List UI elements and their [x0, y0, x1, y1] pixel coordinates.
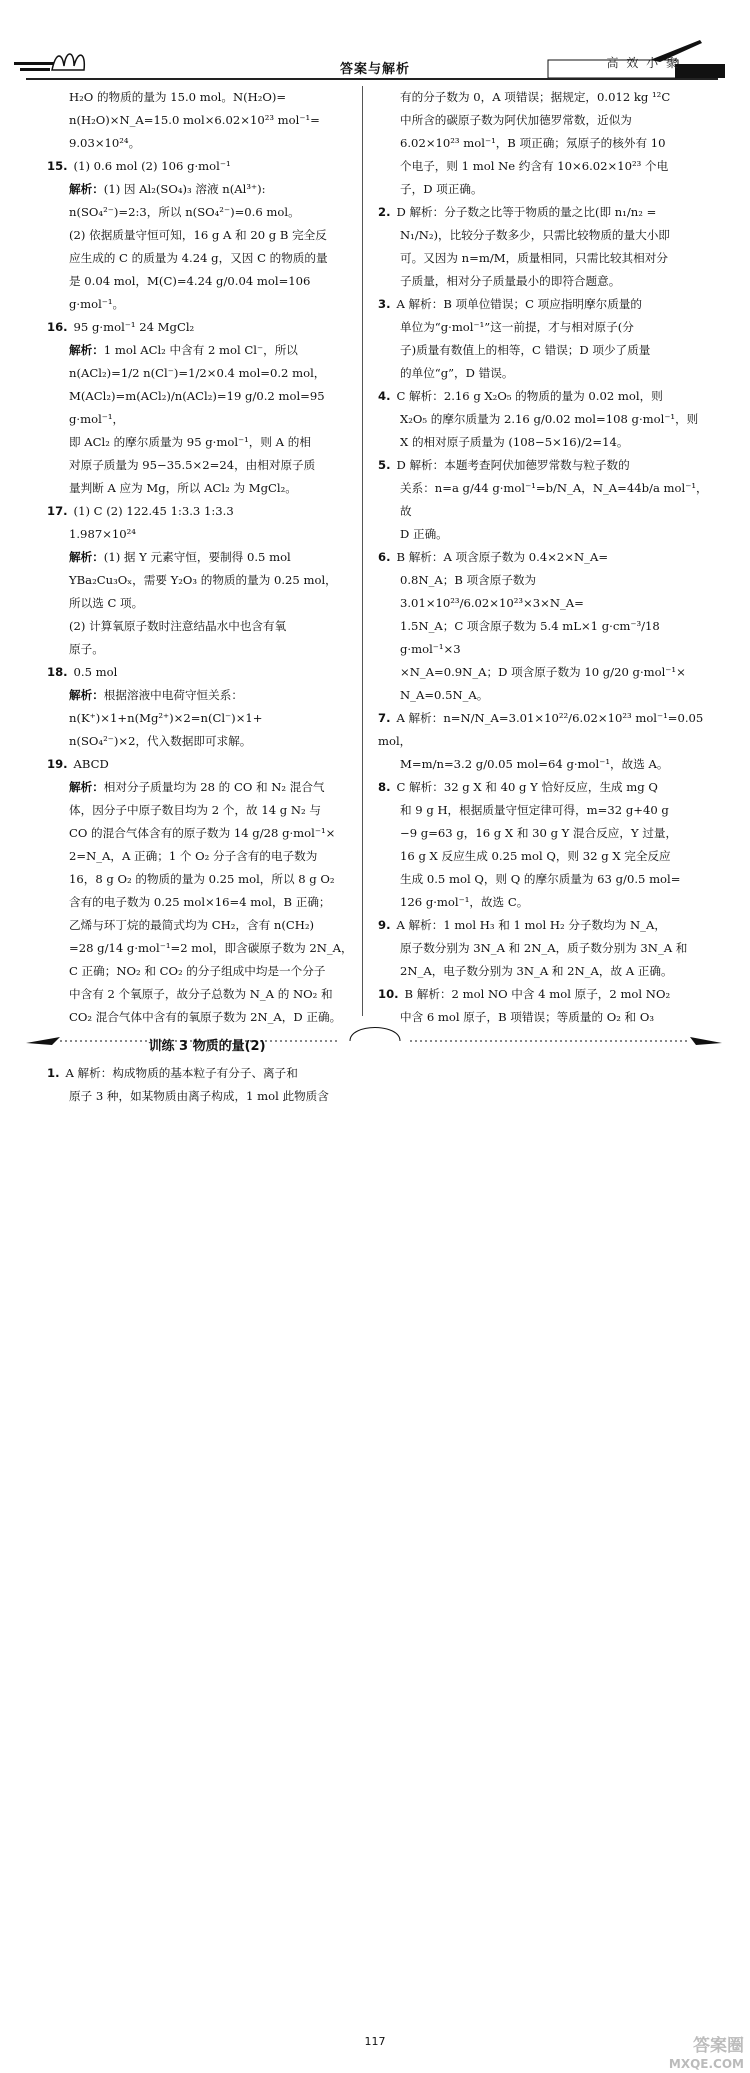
watermark-bottom: MXQE.COM: [668, 2057, 744, 2071]
text-line: [378, 523, 708, 546]
text-line: [47, 569, 367, 592]
line-text: N_A=0.5N_A。: [400, 688, 489, 702]
text-line: [47, 477, 367, 500]
question-number: 4.: [378, 389, 391, 403]
text-line: [378, 86, 708, 109]
line-text: 1.5N_A；C 项含原子数为 5.4 mL×1 g·cm⁻³/18 g·mol⁻¹×3: [400, 619, 660, 656]
line-text: (1) 0.6 mol (2) 106 g·mol⁻¹: [73, 159, 231, 173]
line-text: 原子数分别为 3N_A 和 2N_A，质子数分别为 3N_A 和: [400, 941, 688, 955]
line-text: 子质量，相对分子质量最小的即符合题意。: [400, 274, 621, 288]
analysis-label: 解析：: [69, 343, 104, 357]
question-number: 16.: [47, 320, 68, 334]
text-line: [47, 500, 367, 523]
section-title: 训练 3 物质的量(2): [148, 1039, 266, 1054]
analysis-label: 解析：: [69, 550, 104, 564]
text-line: [378, 454, 708, 477]
line-text: 含有的电子数为 0.25 mol×16=4 mol，B 正确；: [69, 895, 331, 909]
question-number: 6.: [378, 550, 391, 564]
line-text: 乙烯与环丁烷的最简式均为 CH₂，含有 n(CH₂): [69, 918, 315, 932]
question-number: 7.: [378, 711, 391, 725]
line-text: 原子。: [69, 642, 104, 656]
line-text: 9.03×10²⁴。: [69, 136, 141, 150]
text-line: [378, 707, 708, 753]
line-text: C 解析：2.16 g X₂O₅ 的物质的量为 0.02 mol，则: [396, 389, 663, 403]
line-text: n(H₂O)×N_A=15.0 mol×6.02×10²³ mol⁻¹=: [69, 113, 320, 127]
line-text: 单位为“g·mol⁻¹”这一前提，才与相对原子(分: [400, 320, 634, 334]
line-text: (1) 因 Al₂(SO₄)₃ 溶液 n(Al³⁺):: [103, 182, 266, 196]
question-number: 18.: [47, 665, 68, 679]
text-line: [47, 615, 367, 638]
line-text: 关系：n=a g/44 g·mol⁻¹=b/N_A，N_A=44b/a mol⁻¹，故: [400, 481, 708, 518]
line-text: n(ACl₂)=1/2 n(Cl⁻)=1/2×0.4 mol=0.2 mol，: [69, 366, 326, 380]
text-line: [378, 155, 708, 178]
text-line: [378, 477, 708, 523]
line-text: D 解析：本题考查阿伏加德罗常数与粒子数的: [396, 458, 630, 472]
line-text: X 的相对原子质量为 (108−5×16)/2=14。: [400, 435, 629, 449]
line-text: 体，因分子中原子数目均为 2 个，故 14 g N₂ 与: [69, 803, 321, 817]
line-text: −9 g=63 g，16 g X 和 30 g Y 混合反应，Y 过量，: [400, 826, 678, 840]
question-number: 19.: [47, 757, 68, 771]
text-line: [47, 431, 367, 454]
footer-decoration-icon: [0, 1015, 750, 1061]
text-line: [378, 753, 708, 776]
line-text: 95 g·mol⁻¹ 24 MgCl₂: [73, 320, 195, 334]
question-number: 3.: [378, 297, 391, 311]
question-number: 1.: [47, 1066, 60, 1080]
text-line: [47, 799, 367, 822]
line-text: B 解析：2 mol NO 中含 4 mol 原子，2 mol NO₂: [404, 987, 671, 1001]
text-line: [378, 546, 708, 569]
line-text: 中含有 2 个氧原子，故分子总数为 N_A 的 NO₂ 和: [69, 987, 333, 1001]
text-line: [47, 339, 367, 362]
text-line: [47, 109, 367, 132]
line-text: 16，8 g O₂ 的物质的量为 0.25 mol，所以 8 g O₂: [69, 872, 335, 886]
analysis-label: 解析：: [69, 688, 104, 702]
text-line: [378, 960, 708, 983]
text-line: [47, 1085, 367, 1108]
line-text: CO₂ 混合气体中含有的氧原子数为 2N_A，D 正确。: [69, 1010, 342, 1024]
line-text: 原子 3 种，如某物质由离子构成，1 mol 此物质含: [69, 1089, 329, 1103]
text-line: [378, 914, 708, 937]
question-number: 17.: [47, 504, 68, 518]
text-line: [47, 155, 367, 178]
text-line: [47, 753, 367, 776]
text-line: [378, 776, 708, 799]
text-line: [47, 247, 367, 270]
text-line: [378, 822, 708, 845]
line-text: A 解析：1 mol H₃ 和 1 mol H₂ 分子数均为 N_A，: [396, 918, 666, 932]
text-line: [47, 822, 367, 845]
text-line: [378, 270, 708, 293]
line-text: 0.8N_A；B 项含原子数为 3.01×10²³/6.02×10²³×3×N_A=: [400, 573, 584, 610]
line-text: 中所含的碳原子数为阿伏加德罗常数，近似为: [400, 113, 632, 127]
question-number: 2.: [378, 205, 391, 219]
line-text: 个电子，则 1 mol Ne 约含有 10×6.02×10²³ 个电: [400, 159, 669, 173]
line-text: =28 g/14 g·mol⁻¹=2 mol，即含碳原子数为 2N_A，: [69, 941, 353, 955]
line-text: (2) 计算氧原子数时注意结晶水中也含有氧: [69, 619, 287, 633]
text-line: [47, 385, 367, 431]
line-text: 量判断 A 应为 Mg，所以 ACl₂ 为 MgCl₂。: [69, 481, 297, 495]
line-text: 子，D 项正确。: [400, 182, 483, 196]
text-line: [378, 247, 708, 270]
line-text: n(K⁺)×1+n(Mg²⁺)×2=n(Cl⁻)×1+: [69, 711, 263, 725]
text-line: [378, 983, 708, 1006]
left-column: [47, 86, 367, 1108]
line-text: 126 g·mol⁻¹，故选 C。: [400, 895, 529, 909]
line-text: C 解析：32 g X 和 40 g Y 恰好反应，生成 mg Q: [396, 780, 658, 794]
page-header: [0, 0, 750, 80]
line-text: ×N_A=0.9N_A；D 项含原子数为 10 g/20 g·mol⁻¹×: [400, 665, 686, 679]
watermark: [669, 2037, 744, 2073]
text-line: [378, 569, 708, 615]
text-line: [378, 431, 708, 454]
line-text: 生成 0.5 mol Q，则 Q 的摩尔质量为 63 g/0.5 mol=: [400, 872, 681, 886]
line-text: 对原子质量为 95−35.5×2=24，由相对原子质: [69, 458, 316, 472]
line-text: M=m/n=3.2 g/0.05 mol=64 g·mol⁻¹，故选 A。: [400, 757, 669, 771]
line-text: 和 9 g H，根据质量守恒定律可得，m=32 g+40 g: [400, 803, 669, 817]
question-number: 5.: [378, 458, 391, 472]
line-text: n(SO₄²⁻)=2:3，所以 n(SO₄²⁻)=0.6 mol。: [69, 205, 300, 219]
line-text: D 正确。: [400, 527, 448, 541]
line-text: 中含 6 mol 原子，B 项错误；等质量的 O₂ 和 O₃: [400, 1010, 654, 1024]
text-line: [47, 546, 367, 569]
text-line: [378, 937, 708, 960]
text-line: [378, 408, 708, 431]
text-line: [47, 707, 367, 730]
text-line: [378, 799, 708, 822]
line-text: 2=N_A，A 正确；1 个 O₂ 分子含有的电子数为: [69, 849, 318, 863]
line-text: 可。又因为 n=m/M，质量相同，只需比较其相对分: [400, 251, 668, 265]
line-text: 6.02×10²³ mol⁻¹，B 项正确；氖原子的核外有 10: [400, 136, 666, 150]
line-text: C 正确；NO₂ 和 CO₂ 的分子组成中均是一个分子: [69, 964, 326, 978]
question-number: 10.: [378, 987, 399, 1001]
text-line: [378, 845, 708, 868]
text-line: [47, 730, 367, 753]
question-number: 9.: [378, 918, 391, 932]
text-line: [378, 293, 708, 316]
question-number: 8.: [378, 780, 391, 794]
line-text: ABCD: [73, 757, 109, 771]
line-text: 的单位“g”，D 错误。: [400, 366, 514, 380]
text-line: [47, 270, 367, 316]
text-line: [378, 661, 708, 684]
text-line: [47, 960, 367, 983]
line-text: B 解析：A 项含原子数为 0.4×2×N_A=: [396, 550, 609, 564]
line-text: A 解析：n=N/N_A=3.01×10²²/6.02×10²³ mol⁻¹=0.05 mol，: [378, 711, 704, 748]
text-line: [47, 454, 367, 477]
line-text: YBa₂Cu₃Oₓ，需要 Y₂O₃ 的物质的量为 0.25 mol，: [69, 573, 337, 587]
text-line: [378, 132, 708, 155]
line-text: 2N_A，电子数分别为 3N_A 和 2N_A，故 A 正确。: [400, 964, 673, 978]
question-number: 15.: [47, 159, 68, 173]
text-line: [47, 684, 367, 707]
line-text: N₁/N₂)，比较分子数多少，只需比较物质的量大小即: [400, 228, 670, 242]
header-rule: [26, 78, 718, 80]
line-text: M(ACl₂)=m(ACl₂)/n(ACl₂)=19 g/0.2 mol=95 g·mol⁻¹，: [69, 389, 325, 426]
text-line: [378, 178, 708, 201]
line-text: 子)质量有数值上的相等，C 错误；D 项少了质量: [400, 343, 651, 357]
line-text: 1.987×10²⁴: [69, 527, 136, 541]
text-line: [47, 132, 367, 155]
line-text: n(SO₄²⁻)×2，代入数据即可求解。: [69, 734, 252, 748]
text-line: [378, 868, 708, 891]
text-line: [47, 178, 367, 201]
text-line: [47, 914, 367, 937]
text-line: [47, 891, 367, 914]
text-line: [47, 1062, 367, 1085]
line-text: H₂O 的物质的量为 15.0 mol。N(H₂O)=: [69, 90, 287, 104]
text-line: [47, 937, 367, 960]
text-line: [47, 983, 367, 1006]
text-line: [47, 362, 367, 385]
text-line: [378, 615, 708, 661]
page-number: 117: [364, 2035, 386, 2048]
text-line: [47, 638, 367, 661]
text-line: [378, 339, 708, 362]
text-line: [378, 362, 708, 385]
line-text: 是 0.04 mol，M(C)=4.24 g/0.04 mol=106 g·mol⁻¹。: [69, 274, 311, 311]
text-line: [378, 201, 708, 224]
line-text: 应生成的 C 的质量为 4.24 g，又因 C 的物质的量: [69, 251, 328, 265]
text-line: [47, 224, 367, 247]
line-text: 所以选 C 项。: [69, 596, 144, 610]
line-text: 根据溶液中电荷守恒关系：: [103, 688, 243, 702]
line-text: (2) 依据质量守恒可知，16 g A 和 20 g B 完全反: [69, 228, 327, 242]
text-line: [378, 109, 708, 132]
text-line: [378, 891, 708, 914]
line-text: CO 的混合气体含有的原子数为 14 g/28 g·mol⁻¹×: [69, 826, 336, 840]
analysis-label: 解析：: [69, 780, 104, 794]
text-line: [47, 776, 367, 799]
line-text: A 解析：B 项单位错误；C 项应指明摩尔质量的: [396, 297, 642, 311]
line-text: A 解析：构成物质的基本粒子有分子、离子和: [65, 1066, 298, 1080]
text-line: [47, 845, 367, 868]
text-line: [47, 316, 367, 339]
right-column: [378, 86, 708, 1029]
text-line: [47, 86, 367, 109]
text-line: [47, 868, 367, 891]
text-line: [47, 592, 367, 615]
text-line: [378, 224, 708, 247]
line-text: 有的分子数为 0，A 项错误；据规定，0.012 kg ¹²C: [400, 90, 671, 104]
line-text: 0.5 mol: [73, 665, 118, 679]
line-text: 相对分子质量均为 28 的 CO 和 N₂ 混合气: [103, 780, 325, 794]
analysis-label: 解析：: [69, 182, 104, 196]
line-text: 1 mol ACl₂ 中含有 2 mol Cl⁻，所以: [103, 343, 298, 357]
line-text: D 解析：分子数之比等于物质的量之比(即 n₁/n₂ =: [396, 205, 657, 219]
line-text: (1) C (2) 122.45 1:3.3 1:3.3: [73, 504, 234, 518]
text-line: [47, 523, 367, 546]
line-text: (1) 据 Y 元素守恒，要制得 0.5 mol: [103, 550, 291, 564]
line-text: 即 ACl₂ 的摩尔质量为 95 g·mol⁻¹，则 A 的相: [69, 435, 311, 449]
text-line: [47, 201, 367, 224]
watermark-top: 答案圈: [693, 2036, 744, 2056]
line-text: 16 g X 反应生成 0.25 mol Q，则 32 g X 完全反应: [400, 849, 671, 863]
text-line: [378, 316, 708, 339]
text-line: [47, 661, 367, 684]
text-line: [378, 385, 708, 408]
header-brand: 高 效 小 聚: [606, 56, 680, 70]
page-title: 答案与解析: [339, 62, 410, 77]
line-text: X₂O₅ 的摩尔质量为 2.16 g/0.02 mol=108 g·mol⁻¹，则: [400, 412, 699, 426]
text-line: [378, 684, 708, 707]
